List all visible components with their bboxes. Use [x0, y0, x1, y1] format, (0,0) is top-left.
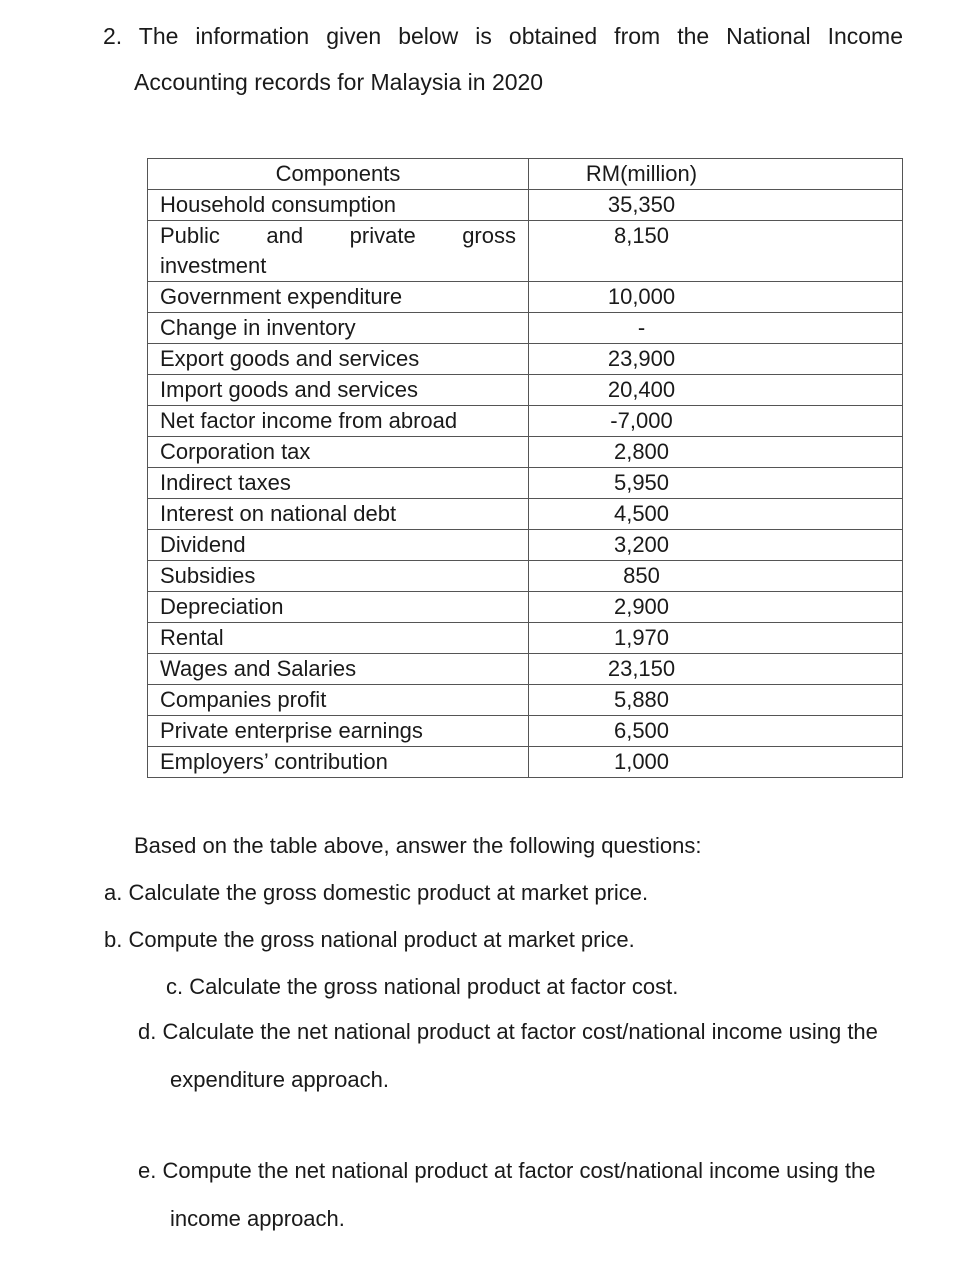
table-header-row: [148, 159, 903, 190]
question-e-line2: income approach.: [170, 1206, 345, 1231]
table-row: [148, 499, 903, 530]
row-label: Private enterprise earnings: [148, 716, 529, 747]
table-row: [148, 313, 903, 344]
row-value: -7,000: [529, 406, 903, 437]
national-income-table: [147, 158, 903, 778]
row-value: 2,900: [529, 592, 903, 623]
row-label: [148, 221, 529, 282]
row-value: 5,880: [529, 685, 903, 716]
table-row: [148, 530, 903, 561]
row-label: Interest on national debt: [148, 499, 529, 530]
table-row: [148, 623, 903, 654]
table-row: [148, 685, 903, 716]
row-value: 4,500: [529, 499, 903, 530]
table-row: [148, 468, 903, 499]
table-row: [148, 282, 903, 313]
row-label-line1: Public and private gross: [160, 223, 516, 248]
row-value: 23,900: [529, 344, 903, 375]
question-b: b. Compute the gross national product at market price.: [104, 927, 635, 952]
row-label: Indirect taxes: [148, 468, 529, 499]
row-label: Wages and Salaries: [148, 654, 529, 685]
header-rm-million: RM(million): [529, 159, 903, 190]
row-label: Export goods and services: [148, 344, 529, 375]
table-row: [148, 190, 903, 221]
row-value: 850: [529, 561, 903, 592]
row-label-line2: investment: [160, 253, 267, 278]
row-label: Subsidies: [148, 561, 529, 592]
table-row: [148, 592, 903, 623]
question-c: c. Calculate the gross national product at factor cost.: [166, 974, 679, 999]
row-value: 1,970: [529, 623, 903, 654]
row-label: Change in inventory: [148, 313, 529, 344]
table-row: [148, 654, 903, 685]
row-label: Net factor income from abroad: [148, 406, 529, 437]
table-row: [148, 716, 903, 747]
table-row: [148, 221, 903, 282]
row-value: 2,800: [529, 437, 903, 468]
row-value: 8,150: [529, 221, 903, 282]
question-heading-continued: Accounting records for Malaysia in 2020: [134, 69, 544, 95]
row-label: Rental: [148, 623, 529, 654]
row-value: 20,400: [529, 375, 903, 406]
row-value: 10,000: [529, 282, 903, 313]
row-value: 6,500: [529, 716, 903, 747]
table-row: [148, 561, 903, 592]
row-label: Dividend: [148, 530, 529, 561]
row-value: 3,200: [529, 530, 903, 561]
row-label: Government expenditure: [148, 282, 529, 313]
row-label: Companies profit: [148, 685, 529, 716]
question-e-line1: e. Compute the net national product at factor cost/national income using the: [138, 1158, 876, 1183]
question-d: [138, 1016, 908, 1096]
row-label: Household consumption: [148, 190, 529, 221]
table-row: [148, 375, 903, 406]
question-e: [138, 1155, 908, 1235]
row-value: 23,150: [529, 654, 903, 685]
instructions-text: Based on the table above, answer the following questions:: [134, 833, 702, 858]
row-value: -: [529, 313, 903, 344]
row-label: Depreciation: [148, 592, 529, 623]
table-row: [148, 437, 903, 468]
row-value: 35,350: [529, 190, 903, 221]
row-label: Corporation tax: [148, 437, 529, 468]
row-label: Import goods and services: [148, 375, 529, 406]
row-value: 5,950: [529, 468, 903, 499]
table-row: [148, 747, 903, 778]
table-row: [148, 406, 903, 437]
header-components: Components: [148, 159, 529, 190]
question-d-line1: d. Calculate the net national product at factor cost/national income using the: [138, 1019, 878, 1044]
row-value: 1,000: [529, 747, 903, 778]
question-d-line2: expenditure approach.: [170, 1067, 389, 1092]
row-label: Employers’ contribution: [148, 747, 529, 778]
table-row: [148, 344, 903, 375]
question-heading: 2. The information given below is obtained from the National Income: [103, 23, 903, 49]
question-a: a. Calculate the gross domestic product at market price.: [104, 880, 649, 905]
